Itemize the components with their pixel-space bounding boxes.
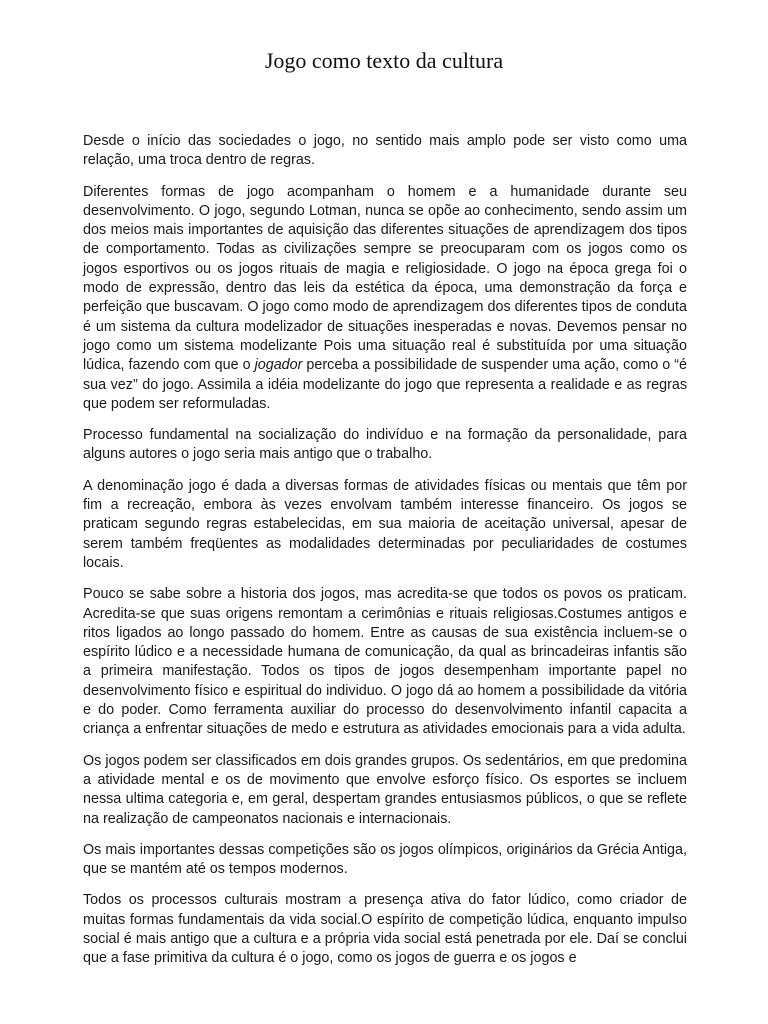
paragraph-4: A denominação jogo é dada a diversas formas de atividades físicas ou mentais que têm por fim a recreação, embora às vezes envolvam também interesse financeiro. Os jogos se praticam segundo regras estabelecidas, em sua maioria de aceitação universal, apesar de serem também freqüentes as modalidades determinadas por peculiaridades de costumes locais. bbox=[83, 477, 687, 571]
paragraph-2-text-after: perceba a possibilidade de suspender uma ação, como o “é sua vez” do jogo. Assimila a idéia modelizante do jogo que representa a realidade e as regras que podem ser reformuladas. bbox=[83, 357, 687, 412]
paragraph-1: Desde o início das sociedades o jogo, no sentido mais amplo pode ser visto como uma relação, uma troca dentro de regras. bbox=[83, 133, 687, 169]
document-body bbox=[83, 132, 687, 981]
paragraph-2 bbox=[83, 183, 687, 415]
paragraph-8: Todos os processos culturais mostram a presença ativa do fator lúdico, como criador de muitas formas fundamentais da vida social.O espírito de competição lúdica, enquanto impulso social é mais antigo que a cultura e a própria vida social está penetrada por ele. Daí se conclui que a fase primitiva da cultura é o jogo, como os jogos de guerra e os jogos e bbox=[83, 892, 687, 967]
paragraph-5: Pouco se sabe sobre a historia dos jogos, mas acredita-se que todos os povos os praticam. Acredita-se que suas origens remontam a cerimônias e rituais religiosas.Costumes antigos e ritos ligados ao longo passado do homem. Entre as causas de sua existência incluem-se o espírito lúdico e a necessidade humana de comunicação, da qual as brincadeiras infantis são a primeira manifestação. Todos os tipos de jogos desempenham importante papel no desenvolvimento físico e espiritual do individuo. O jogo dá ao homem a possibilidade da vitória e do poder. Como ferramenta auxiliar do processo do desenvolvimento infantil capacita a criança a enfrentar situações de medo e estrutura as atividades emocionais para a vida adulta. bbox=[83, 586, 687, 738]
document-title: Jogo como texto da cultura bbox=[264, 48, 504, 73]
paragraph-2-emphasis: jogador bbox=[254, 357, 303, 374]
paragraph-3: Processo fundamental na socialização do indivíduo e na formação da personalidade, para alguns autores o jogo seria mais antigo que o trabalho. bbox=[83, 427, 687, 463]
paragraph-7: Os mais importantes dessas competições são os jogos olímpicos, originários da Grécia Antiga, que se mantém até os tempos modernos. bbox=[83, 841, 687, 878]
paragraph-2-text-before: Diferentes formas de jogo acompanham o homem e a humanidade durante seu desenvolvimento. O jogo, segundo Lotman, nunca se opõe ao conhecimento, sendo assim um dos meios mais importantes de aquisição das diferentes situações de aprendizagem dos tipos de comportamento. Todas as civilizações sempre se preocuparam com os jogos como os jogos esportivos ou os jogos rituais de magia e religiosidade. O jogo na época grega foi o modo de expressão, dentro das leis da estética da época, uma demonstração da força e perfeição que buscavam. O jogo como modo de aprendizagem dos diferentes tipos de conduta é um sistema da cultura modelizador de situações inesperadas e novas. Devemos pensar no jogo como um sistema modelizante Pois uma situação real é substituída por uma situação lúdica, fazendo com que o bbox=[83, 183, 687, 374]
paragraph-6: Os jogos podem ser classificados em dois grandes grupos. Os sedentários, em que predomina a atividade mental e os de movimento que envolve esforço físico. Os esportes se incluem nessa ultima categoria e, em geral, despertam grandes entusiasmos públicos, o que se reflete na realização de campeonatos nacionais e internacionais. bbox=[83, 752, 687, 827]
